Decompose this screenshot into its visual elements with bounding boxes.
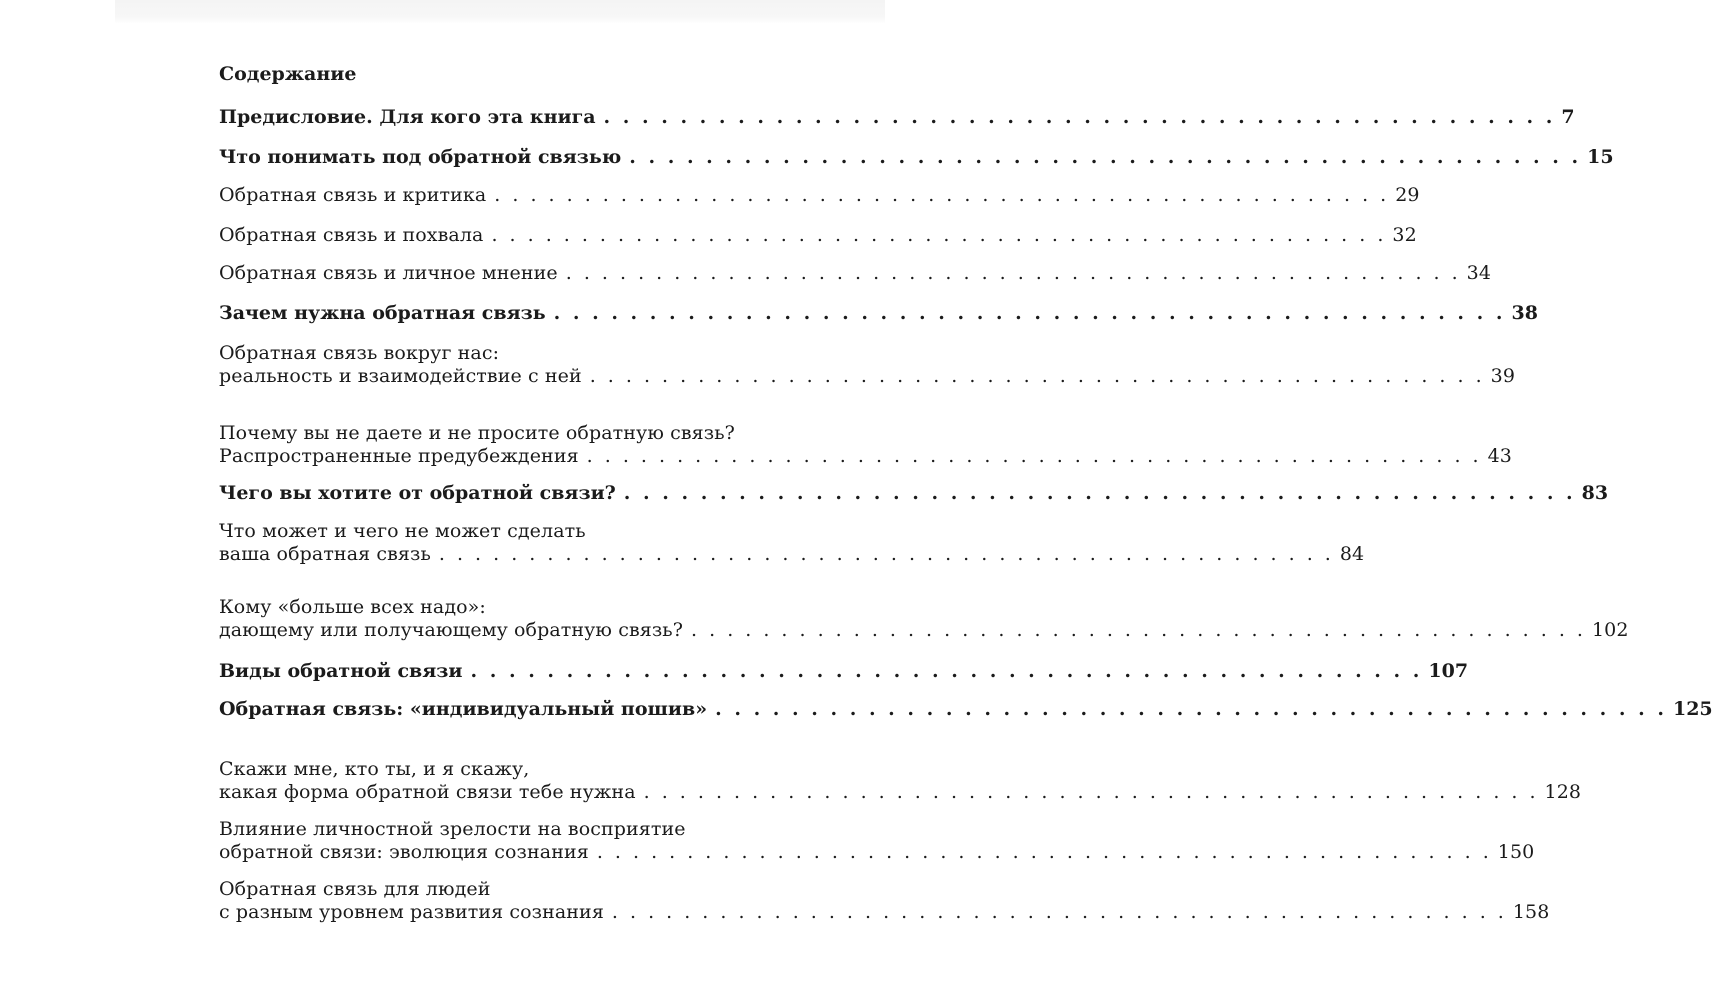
toc-entry-title: Обратная связь и личное мнение bbox=[219, 262, 558, 284]
toc-chapter-entry[interactable] bbox=[219, 146, 1614, 169]
toc-entry-title: Распространенные предубеждения bbox=[219, 445, 579, 467]
toc-chapter-entry[interactable] bbox=[219, 302, 1538, 325]
toc-entry-line bbox=[219, 781, 1582, 804]
toc-entry-title: какая форма обратной связи тебе нужна bbox=[219, 781, 636, 803]
toc-page-number: 150 bbox=[1497, 841, 1535, 863]
toc-entry-title: Обратная связь для людей bbox=[219, 878, 491, 900]
toc-page-number: 83 bbox=[1581, 482, 1609, 504]
toc-page-number: 15 bbox=[1587, 146, 1614, 168]
toc-leader-dots: . . . . . . . . . . . . . . . . . . . . . . . . . . . . . . . . . . . . . . . . . . . . . . . . . . bbox=[596, 841, 1492, 863]
toc-entry-title: Что может и чего не может сделать bbox=[219, 520, 586, 542]
toc-chapter-entry[interactable] bbox=[219, 698, 1713, 721]
toc-leader-dots: . . . . . . . . . . . . . . . . . . . . . . . . . . . . . . . . . . . . . . . . . . . . . . . . . . bbox=[589, 365, 1485, 387]
toc-page-number: 125 bbox=[1672, 698, 1713, 720]
toc-page-number: 38 bbox=[1511, 302, 1538, 324]
toc-entry-line bbox=[219, 520, 794, 543]
toc-section-entry[interactable] bbox=[219, 262, 1492, 285]
toc-section-entry[interactable] bbox=[219, 878, 1550, 924]
toc-section-entry[interactable] bbox=[219, 422, 1512, 468]
toc-entry-title: Влияние личностной зрелости на восприятие bbox=[219, 818, 686, 840]
toc-entry-line bbox=[219, 262, 1492, 285]
toc-section-entry[interactable] bbox=[219, 224, 1417, 247]
toc-entry-line bbox=[219, 302, 1538, 325]
toc-leader-dots: . . . . . . . . . . . . . . . . . . . . . . . . . . . . . . . . . . . . . . . . . . . . . . . . . . bbox=[603, 106, 1556, 128]
toc-entry-line bbox=[219, 660, 1469, 683]
toc-entry-title: Чего вы хотите от обратной связи? bbox=[219, 482, 616, 504]
toc-entry-line bbox=[219, 619, 1629, 642]
toc-entry-title: Скажи мне, кто ты, и я скажу, bbox=[219, 758, 530, 780]
toc-section-entry[interactable] bbox=[219, 184, 1420, 207]
toc-entry-title: ваша обратная связь bbox=[219, 543, 431, 565]
toc-page-number: 43 bbox=[1487, 445, 1512, 467]
page-top-edge bbox=[115, 0, 885, 24]
toc-leader-dots: . . . . . . . . . . . . . . . . . . . . . . . . . . . . . . . . . . . . . . . . . . . . . . . . . . bbox=[643, 781, 1539, 803]
toc-page-number: 32 bbox=[1392, 224, 1417, 246]
toc-entry-title: Почему вы не даете и не просите обратную связь? bbox=[219, 422, 735, 444]
toc-page-number: 29 bbox=[1395, 184, 1420, 206]
toc-section-entry[interactable] bbox=[219, 758, 1582, 804]
toc-leader-dots: . . . . . . . . . . . . . . . . . . . . . . . . . . . . . . . . . . . . . . . . . . . . . . . . . . bbox=[438, 543, 1334, 565]
toc-leader-dots: . . . . . . . . . . . . . . . . . . . . . . . . . . . . . . . . . . . . . . . . . . . . . . . . . . bbox=[715, 698, 1667, 720]
toc-leader-dots: . . . . . . . . . . . . . . . . . . . . . . . . . . . . . . . . . . . . . . . . . . . . . . . . . . bbox=[691, 619, 1586, 641]
toc-page-number: 158 bbox=[1512, 901, 1550, 923]
toc-leader-dots: . . . . . . . . . . . . . . . . . . . . . . . . . . . . . . . . . . . . . . . . . . . . . . . . . . bbox=[611, 901, 1507, 923]
toc-entry-line bbox=[219, 184, 1420, 207]
toc-page-number: 39 bbox=[1490, 365, 1516, 387]
toc-section-entry[interactable] bbox=[219, 520, 1365, 566]
toc-section-entry[interactable] bbox=[219, 342, 1516, 388]
toc-entry-line bbox=[219, 106, 1575, 129]
toc-entry-title: Кому «больше всех надо»: bbox=[219, 596, 486, 618]
toc-section-entry[interactable] bbox=[219, 596, 1629, 642]
toc-entry-line bbox=[219, 841, 1535, 864]
toc-entry-line bbox=[219, 224, 1417, 247]
toc-page-number: 102 bbox=[1591, 619, 1629, 641]
toc-entry-title: Обратная связь: «индивидуальный пошив» bbox=[219, 698, 708, 720]
toc-leader-dots: . . . . . . . . . . . . . . . . . . . . . . . . . . . . . . . . . . . . . . . . . . . . . . . . . . bbox=[565, 262, 1461, 284]
toc-entry-title: Зачем нужна обратная связь bbox=[219, 302, 546, 324]
toc-leader-dots: . . . . . . . . . . . . . . . . . . . . . . . . . . . . . . . . . . . . . . . . . . . . . . . . . . bbox=[629, 146, 1582, 168]
toc-entry-line bbox=[219, 342, 794, 365]
toc-entry-title: дающему или получающему обратную связь? bbox=[219, 619, 684, 641]
toc-page-number: 84 bbox=[1339, 543, 1365, 565]
toc-entry-line bbox=[219, 698, 1713, 721]
toc-entry-title: Что понимать под обратной связью bbox=[219, 146, 622, 168]
toc-entry-title: обратной связи: эволюция сознания bbox=[219, 841, 589, 863]
toc-entry-line bbox=[219, 543, 1365, 566]
toc-entry-line bbox=[219, 365, 1516, 388]
toc-entry-title: реальность и взаимодействие с ней bbox=[219, 365, 582, 387]
toc-page-number: 7 bbox=[1561, 106, 1575, 128]
toc-heading: Содержание bbox=[219, 63, 357, 85]
toc-entry-title: Предисловие. Для кого эта книга bbox=[219, 106, 596, 128]
toc-chapter-entry[interactable] bbox=[219, 482, 1609, 505]
toc-entry-line bbox=[219, 878, 794, 901]
toc-entry-title: Виды обратной связи bbox=[219, 660, 463, 682]
toc-page-number: 107 bbox=[1428, 660, 1469, 682]
toc-entry-title: Обратная связь и критика bbox=[219, 184, 487, 206]
toc-entry-line bbox=[219, 482, 1609, 505]
toc-page-number: 128 bbox=[1544, 781, 1582, 803]
toc-page-number: 34 bbox=[1466, 262, 1492, 284]
toc-leader-dots: . . . . . . . . . . . . . . . . . . . . . . . . . . . . . . . . . . . . . . . . . . . . . . . . . . bbox=[494, 184, 1390, 206]
toc-entry-line bbox=[219, 445, 1512, 468]
toc-leader-dots: . . . . . . . . . . . . . . . . . . . . . . . . . . . . . . . . . . . . . . . . . . . . . . . . . . bbox=[470, 660, 1423, 682]
toc-chapter-entry[interactable] bbox=[219, 660, 1469, 683]
toc-leader-dots: . . . . . . . . . . . . . . . . . . . . . . . . . . . . . . . . . . . . . . . . . . . . . . . . . . bbox=[586, 445, 1482, 467]
toc-section-entry[interactable] bbox=[219, 818, 1535, 864]
toc-entry-title: Обратная связь вокруг нас: bbox=[219, 342, 500, 364]
toc-leader-dots: . . . . . . . . . . . . . . . . . . . . . . . . . . . . . . . . . . . . . . . . . . . . . . . . . . bbox=[491, 224, 1387, 246]
toc-entry-line bbox=[219, 422, 794, 445]
toc-leader-dots: . . . . . . . . . . . . . . . . . . . . . . . . . . . . . . . . . . . . . . . . . . . . . . . . . . bbox=[623, 482, 1576, 504]
toc-chapter-entry[interactable] bbox=[219, 106, 1575, 129]
toc-entry-title: с разным уровнем развития сознания bbox=[219, 901, 604, 923]
toc-leader-dots: . . . . . . . . . . . . . . . . . . . . . . . . . . . . . . . . . . . . . . . . . . . . . . . . . . bbox=[553, 302, 1506, 324]
toc-entry-line bbox=[219, 146, 1614, 169]
toc-entry-line bbox=[219, 901, 1550, 924]
toc-entry-line bbox=[219, 818, 794, 841]
toc-entry-line bbox=[219, 758, 794, 781]
table-of-contents bbox=[219, 62, 1713, 923]
toc-entry-title: Обратная связь и похвала bbox=[219, 224, 484, 246]
toc-entry-line bbox=[219, 596, 794, 619]
